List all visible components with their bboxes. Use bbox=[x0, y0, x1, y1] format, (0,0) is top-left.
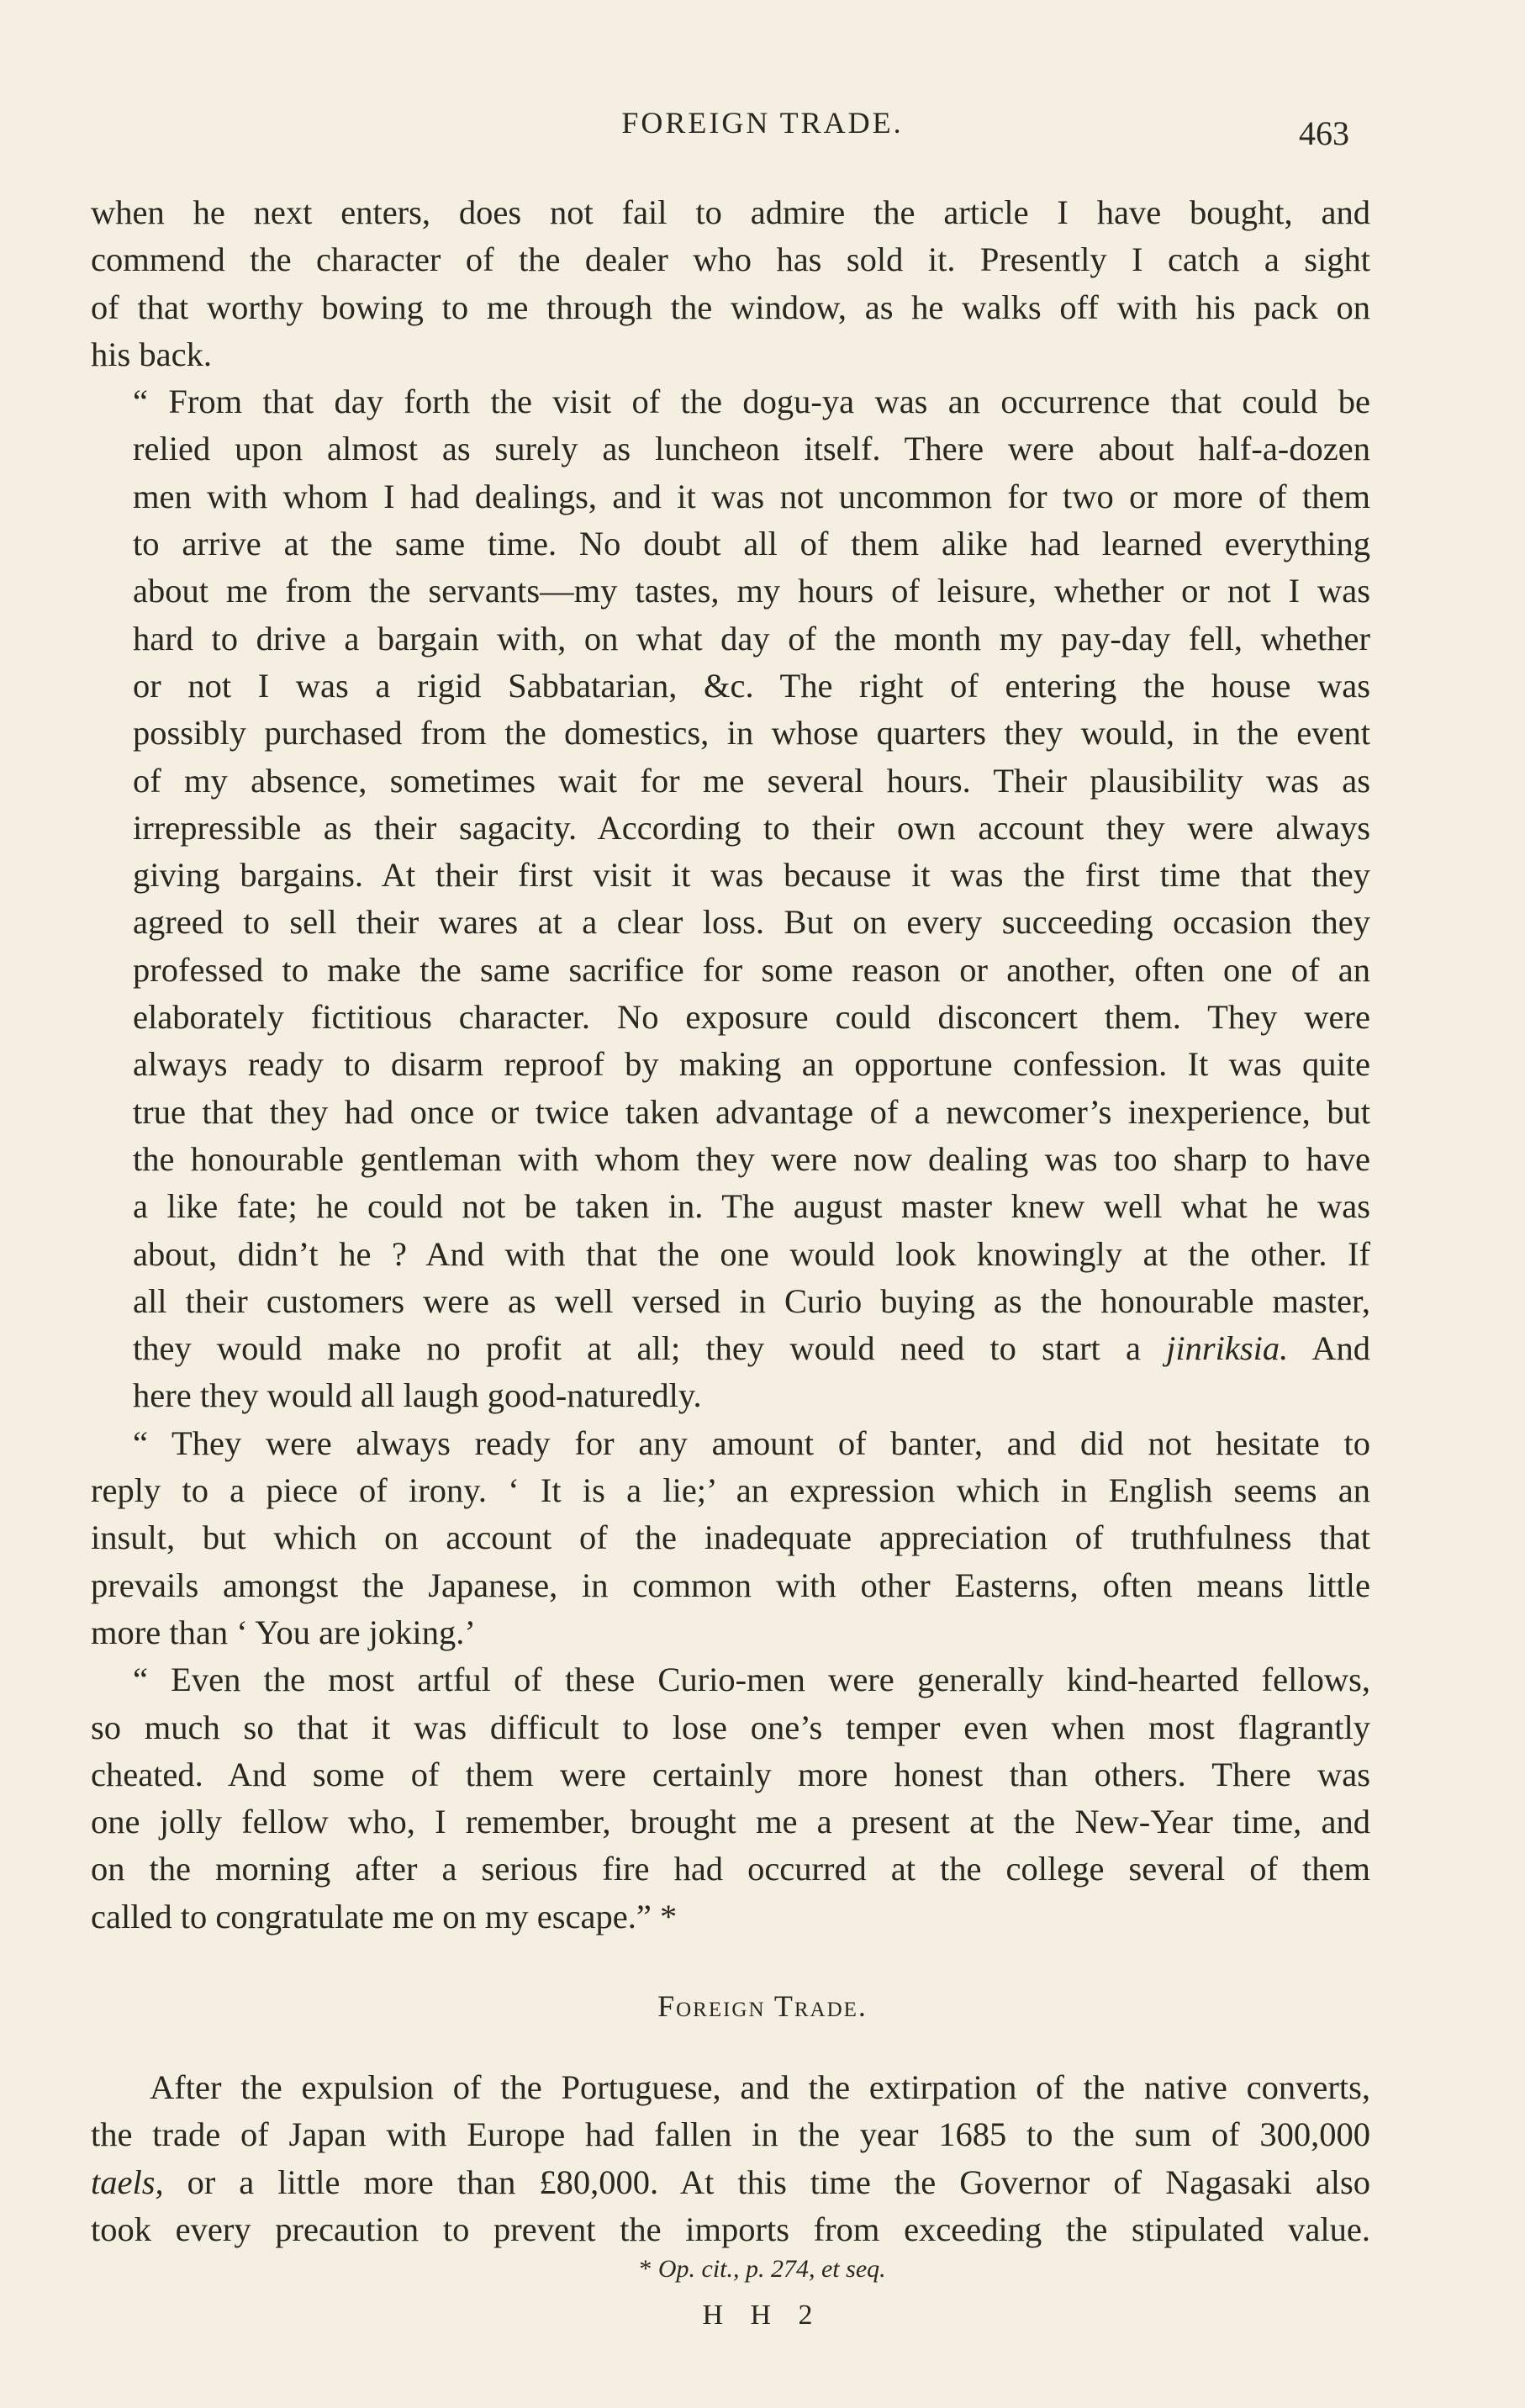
text-line: to arrive at the same time. No doubt all of them alike had learned everything bbox=[133, 525, 1370, 563]
text-line: reply to a piece of irony. ‘ It is a lie;’ an expression which in English seems an bbox=[91, 1471, 1370, 1510]
section-heading: Foreign Trade. bbox=[657, 1989, 868, 2023]
text-line: about me from the servants—my tastes, my hours of leisure, whether or not I was bbox=[133, 572, 1370, 610]
footnote-text: Op. cit., p. 274, et seq. bbox=[657, 2255, 886, 2283]
text-line: here they would all laugh good-naturedly. bbox=[133, 1376, 702, 1415]
italic-word: taels, bbox=[91, 2162, 164, 2201]
main-text bbox=[91, 189, 1370, 1941]
paragraph bbox=[91, 378, 1370, 1420]
text-line: giving bargains. At their first visit it was because it was the first time that they bbox=[133, 856, 1370, 895]
text-line: professed to make the same sacrifice for some reason or another, often one of an bbox=[133, 950, 1370, 989]
text-line: one jolly fellow who, I remember, brought me a present at the New-Year time, and bbox=[91, 1803, 1370, 1841]
text-line: a like fate; he could not be taken in. The august master knew well what he was bbox=[133, 1187, 1370, 1226]
text-line: all their customers were as well versed in Curio buying as the honourable master, bbox=[133, 1281, 1370, 1320]
paragraph bbox=[91, 1656, 1370, 1941]
section-text bbox=[91, 2064, 1370, 2253]
text-line: commend the character of the dealer who has sold it. Presently I catch a sight bbox=[91, 240, 1370, 279]
text-line: of that worthy bowing to me through the window, as he walks off with his pack on bbox=[91, 288, 1370, 326]
running-title: FOREIGN TRADE. bbox=[621, 106, 904, 140]
text-line: so much so that it was difficult to lose one’s temper even when most flagrantly bbox=[91, 1708, 1370, 1746]
text-line: hard to drive a bargain with, on what day of the month my pay-day fell, whether bbox=[133, 619, 1370, 657]
text-line: always ready to disarm reproof by making an opportune confession. It was quite bbox=[133, 1045, 1370, 1084]
text-line: when he next enters, does not fail to admire the article I have bought, and bbox=[91, 193, 1370, 231]
paragraph bbox=[91, 2064, 1370, 2253]
text-line: cheated. And some of them were certainly more honest than others. There was bbox=[91, 1755, 1370, 1793]
text-line: irrepressible as their sagacity. According to their own account they were always bbox=[133, 808, 1370, 847]
text-line: took every precaution to prevent the imports from exceeding the stipulated value. bbox=[91, 2210, 1370, 2248]
text-line: his back. bbox=[91, 335, 212, 373]
text-line-with-italic: they would make no profit at all; they would need to start a jinriksia. And bbox=[133, 1329, 1370, 1368]
text-line: men with whom I had dealings, and it was not uncommon for two or more of them bbox=[133, 477, 1370, 515]
text-line: of my absence, sometimes wait for me several hours. Their plausibility was as bbox=[133, 761, 1370, 800]
text-line: on the morning after a serious fire had occurred at the college several of them bbox=[91, 1850, 1370, 1888]
text-line: true that they had once or twice taken advantage of a newcomer’s inexperience, but bbox=[133, 1092, 1370, 1131]
text-line: elaborately fictitious character. No exposure could disconcert them. They were bbox=[133, 998, 1370, 1037]
text-line: After the expulsion of the Portuguese, and the extirpation of the native converts, bbox=[150, 2068, 1370, 2106]
footnote-marker: * bbox=[639, 2255, 652, 2283]
paragraph bbox=[91, 1420, 1370, 1656]
text-line: prevails amongst the Japanese, in common with other Easterns, often means little bbox=[91, 1566, 1370, 1604]
text-line: possibly purchased from the domestics, in whose quarters they would, in the event bbox=[133, 714, 1370, 752]
text-line: about, didn’t he ? And with that the one would look knowingly at the other. If bbox=[133, 1234, 1370, 1273]
paragraph bbox=[91, 189, 1370, 378]
text-line: the trade of Japan with Europe had fallen in the year 1685 to the sum of 300,000 bbox=[91, 2115, 1370, 2154]
text-line: relied upon almost as surely as luncheon itself. There were about half-a-dozen bbox=[133, 430, 1370, 468]
footnote bbox=[0, 2255, 1525, 2284]
text-line: “ They were always ready for any amount of banter, and did not hesitate to bbox=[133, 1423, 1370, 1462]
text-line: the honourable gentleman with whom they were now dealing was too sharp to have bbox=[133, 1139, 1370, 1178]
text-line: called to congratulate me on my escape.” * bbox=[91, 1897, 678, 1935]
italic-word: jinriksia. bbox=[1166, 1329, 1289, 1368]
text-line: “ From that day forth the visit of the dogu-ya was an occurrence that could be bbox=[133, 383, 1370, 421]
page-number: 463 bbox=[1299, 114, 1349, 152]
text-line: “ Even the most artful of these Curio-men were generally kind-hearted fellows, bbox=[133, 1661, 1370, 1699]
signature-mark: H H 2 bbox=[702, 2300, 823, 2331]
text-line: agreed to sell their wares at a clear loss. But on every succeeding occasion they bbox=[133, 903, 1370, 942]
text-line: more than ‘ You are joking.’ bbox=[91, 1613, 476, 1651]
text-line-with-italic: taels, or a little more than £80,000. At this time the Governor of Nagasaki also bbox=[91, 2162, 1370, 2201]
text-line: or not I was a rigid Sabbatarian, &c. The right of entering the house was bbox=[133, 666, 1370, 705]
text-line: insult, but which on account of the inadequate appreciation of truthfulness that bbox=[91, 1518, 1370, 1557]
